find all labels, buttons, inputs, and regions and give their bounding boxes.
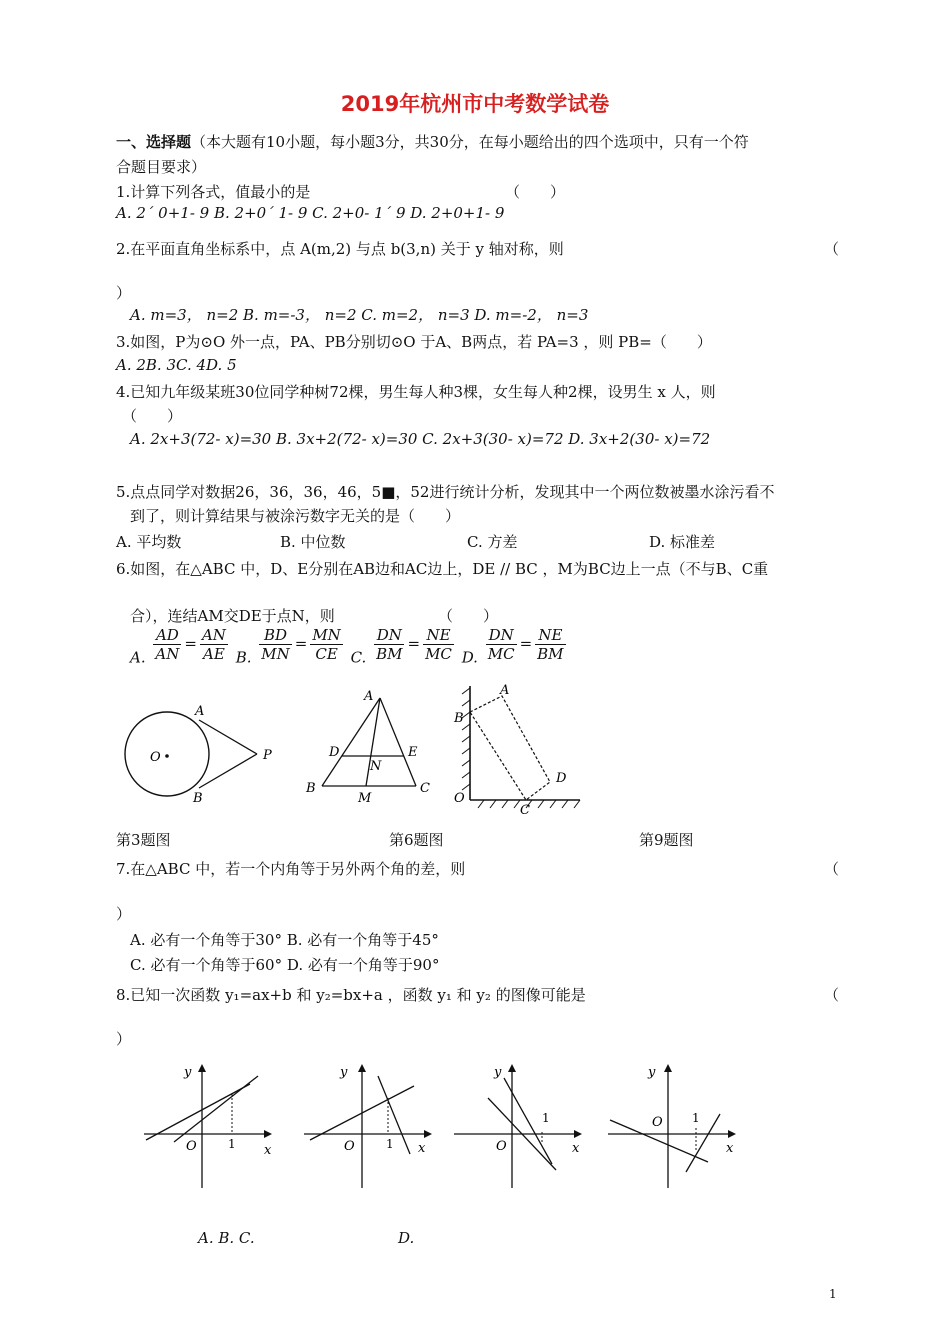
fig6-label-m: M xyxy=(358,791,372,806)
q6-a-eq: = xyxy=(184,634,197,653)
q6-d-den1: MC xyxy=(487,645,515,663)
fig9-label-d: D xyxy=(556,771,567,786)
q8d-y-arrow-icon xyxy=(664,1064,672,1072)
q8d-x-arrow-icon xyxy=(728,1130,736,1138)
q6-d-eq: = xyxy=(519,634,533,653)
q6-a-frac1 xyxy=(153,626,181,663)
q8b-label-one: 1 xyxy=(386,1137,394,1151)
q6-b-frac1 xyxy=(259,626,291,663)
q8-paren-open: （ xyxy=(824,986,840,1004)
q6-d-frac2 xyxy=(535,626,565,663)
q6-b-eq: = xyxy=(294,634,308,653)
q7-stem: 7.在△ABC 中，若一个内角等于另外两个角的差，则 xyxy=(116,860,466,878)
page-title: 2019年杭州市中考数学试卷 xyxy=(340,92,610,116)
q5-option-b: B. 中位数 xyxy=(280,533,346,551)
q6-option-b-label: B. xyxy=(235,648,252,667)
q6-a-den2: AE xyxy=(203,645,225,663)
q6-d-den2: BM xyxy=(537,645,564,663)
fig6-label-c: C xyxy=(420,781,430,796)
q8a-label-y: y xyxy=(184,1065,192,1080)
q6-c-frac2 xyxy=(423,626,454,663)
q3-stem: 3.如图，P为⊙O 外一点，PA、PB分别切⊙O 于A、B两点，若 PA=3 ，则 PB=（ ） xyxy=(116,333,712,351)
q5-option-a: A. 平均数 xyxy=(116,533,182,551)
fig6-label-a: A xyxy=(364,689,374,704)
q1-options: A. 2´ 0+1- 9 B. 2+0´ 1- 9 C. 2+0- 1´ 9 D. 2+0+1- 9 xyxy=(116,204,505,222)
fig6-label-b: B xyxy=(306,781,316,796)
fig9-label-c: C xyxy=(520,803,530,816)
q6-d-num2: NE xyxy=(535,626,565,645)
fig3-tangent-pb xyxy=(199,754,257,788)
q6-b-num1: BD xyxy=(259,626,291,645)
q8-paren-close: ） xyxy=(116,1030,132,1048)
q8c-label-one: 1 xyxy=(542,1111,550,1125)
q6-b-den2: CE xyxy=(315,645,338,663)
q8-option-labels-abc: A. B. C. xyxy=(198,1229,255,1247)
q6-stem-cont: 合），连结AM交DE于点N，则 xyxy=(130,607,335,625)
fig9-label-a: A xyxy=(500,683,510,698)
fig3-label-b: B xyxy=(193,791,203,806)
q8a-label-one: 1 xyxy=(228,1137,236,1151)
caption-figure-9: 第9题图 xyxy=(639,831,694,849)
fig9-wall-hatch xyxy=(462,688,470,790)
q5-stem-cont: 到了，则计算结果与被涂污数字无关的是（ ） xyxy=(130,507,461,525)
figure-9-rectangle-wall xyxy=(448,682,588,816)
q8-graph-b xyxy=(300,1058,440,1192)
q6-answer-paren: （ ） xyxy=(438,607,499,625)
q8a-x-arrow-icon xyxy=(264,1130,272,1138)
q8c-label-o: O xyxy=(496,1139,507,1154)
q6-b-den1: MN xyxy=(261,645,290,663)
q6-c-num1: DN xyxy=(374,626,404,645)
caption-figure-3: 第3题图 xyxy=(116,831,171,849)
q6-option-c-label: C. xyxy=(350,648,367,667)
figure-3-circle-tangents xyxy=(115,698,285,810)
q6-options xyxy=(130,626,569,667)
q7-options-cd: C. 必有一个角等于60° D. 必有一个角等于90° xyxy=(130,956,440,974)
fig3-label-p: P xyxy=(263,748,272,763)
q8-graph-d xyxy=(604,1058,744,1192)
fig3-circle xyxy=(125,712,209,796)
q8b-y-arrow-icon xyxy=(358,1064,366,1072)
q6-c-eq: = xyxy=(407,634,421,653)
fig6-label-n: N xyxy=(370,759,382,774)
q6-d-frac1 xyxy=(486,626,517,663)
q1-stem: 1.计算下列各式，值最小的是 xyxy=(116,183,311,201)
q6-c-frac1 xyxy=(374,626,404,663)
q8c-label-y: y xyxy=(494,1065,502,1080)
q7-paren-close: ） xyxy=(116,905,132,923)
q6-a-den1: AN xyxy=(155,645,180,663)
q6-c-num2: NE xyxy=(423,626,454,645)
q2-stem: 2.在平面直角坐标系中，点 A(m,2) 与点 b(3,n) 关于 y 轴对称，则 xyxy=(116,240,564,258)
fig6-label-e: E xyxy=(408,745,418,760)
fig3-label-a: A xyxy=(195,704,205,719)
q6-a-num1: AD xyxy=(153,626,181,645)
fig3-tangent-pa xyxy=(199,720,257,754)
q8b-line-2 xyxy=(378,1076,410,1154)
q6-option-d-label: D. xyxy=(461,648,478,667)
q5-stem: 5.点点同学对数据26，36，36，46，5■，52进行统计分析，发现其中一个两位数被墨水涂污看不 xyxy=(116,483,775,501)
q8c-y-arrow-icon xyxy=(508,1064,516,1072)
q6-c-den1: BM xyxy=(376,645,403,663)
q4-stem: 4.已知九年级某班30位同学种树72棵，男生每人种3棵，女生每人种2棵，设男生 x 人，则 xyxy=(116,383,716,401)
q8d-label-o: O xyxy=(652,1115,663,1130)
q8c-x-arrow-icon xyxy=(574,1130,582,1138)
q8a-line-2 xyxy=(174,1076,258,1142)
q8a-y-arrow-icon xyxy=(198,1064,206,1072)
section-heading-line xyxy=(116,131,749,152)
q8b-label-o: O xyxy=(344,1139,355,1154)
q6-option-a-label: A. xyxy=(130,648,146,667)
fig9-rectangle-abcd xyxy=(470,696,550,800)
q6-a-frac2 xyxy=(200,626,228,663)
q4-paren: （ ） xyxy=(122,407,183,425)
q8c-label-x: x xyxy=(572,1141,580,1156)
q8a-line-1 xyxy=(146,1084,250,1140)
section-description-cont: 合题目要求） xyxy=(116,158,207,176)
section-heading: 一、选择题 xyxy=(116,133,192,151)
q8d-label-y: y xyxy=(648,1065,656,1080)
fig9-label-o: O xyxy=(454,791,465,806)
fig3-label-o: O xyxy=(150,750,161,765)
q6-c-den2: MC xyxy=(425,645,452,663)
q8-option-label-d: D. xyxy=(398,1229,415,1247)
q7-options-ab: A. 必有一个角等于30° B. 必有一个角等于45° xyxy=(130,931,439,949)
q5-option-d: D. 标准差 xyxy=(649,533,716,551)
fig6-side-ac xyxy=(380,698,416,786)
caption-figure-6: 第6题图 xyxy=(389,831,444,849)
q3-options: A. 2B. 3C. 4D. 5 xyxy=(116,356,237,374)
q6-b-num2: MN xyxy=(312,626,341,644)
q1-answer-paren: （ ） xyxy=(505,183,566,201)
fig6-label-d: D xyxy=(329,745,340,760)
q8a-label-x: x xyxy=(264,1143,272,1158)
figure-6-triangle xyxy=(300,686,440,808)
page-number: 1 xyxy=(829,1287,837,1301)
q6-stem: 6.如图，在△ABC 中，D、E分别在AB边和AC边上，DE // BC ，M为BC边上一点（不与B、C重 xyxy=(116,560,769,578)
section-description: （本大题有10小题，每小题3分，共30分，在每小题给出的四个选项中，只有一个符 xyxy=(191,133,749,151)
q8b-label-y: y xyxy=(340,1065,348,1080)
q6-a-num2: AN xyxy=(201,626,226,644)
fig3-center-dot xyxy=(165,754,169,758)
q6-d-num1: DN xyxy=(486,626,517,645)
q2-options: A. m=3， n=2 B. m=-3， n=2 C. m=2， n=3 D. m=-2， n=3 xyxy=(130,306,589,324)
q7-paren-open: （ xyxy=(824,860,840,878)
q8-graph-a xyxy=(140,1058,280,1192)
q8d-label-one: 1 xyxy=(692,1111,700,1125)
fig9-label-b: B xyxy=(454,711,464,726)
q8-stem: 8.已知一次函数 y₁=ax+b 和 y₂=bx+a ，函数 y₁ 和 y₂ 的图像可能是 xyxy=(116,986,586,1004)
q2-paren-close: ） xyxy=(116,284,132,302)
q6-b-frac2 xyxy=(310,626,342,663)
q8d-label-x: x xyxy=(726,1141,734,1156)
q8-graph-c xyxy=(450,1058,590,1192)
q4-options: A. 2x+3(72- x)=30 B. 3x+2(72- x)=30 C. 2x+3(30- x)=72 D. 3x+2(30- x)=72 xyxy=(130,430,711,448)
q8b-x-arrow-icon xyxy=(424,1130,432,1138)
q8b-label-x: x xyxy=(418,1141,426,1156)
q8a-label-o: O xyxy=(186,1139,197,1154)
q5-option-c: C. 方差 xyxy=(467,533,518,551)
q2-paren-open: （ xyxy=(824,240,840,258)
